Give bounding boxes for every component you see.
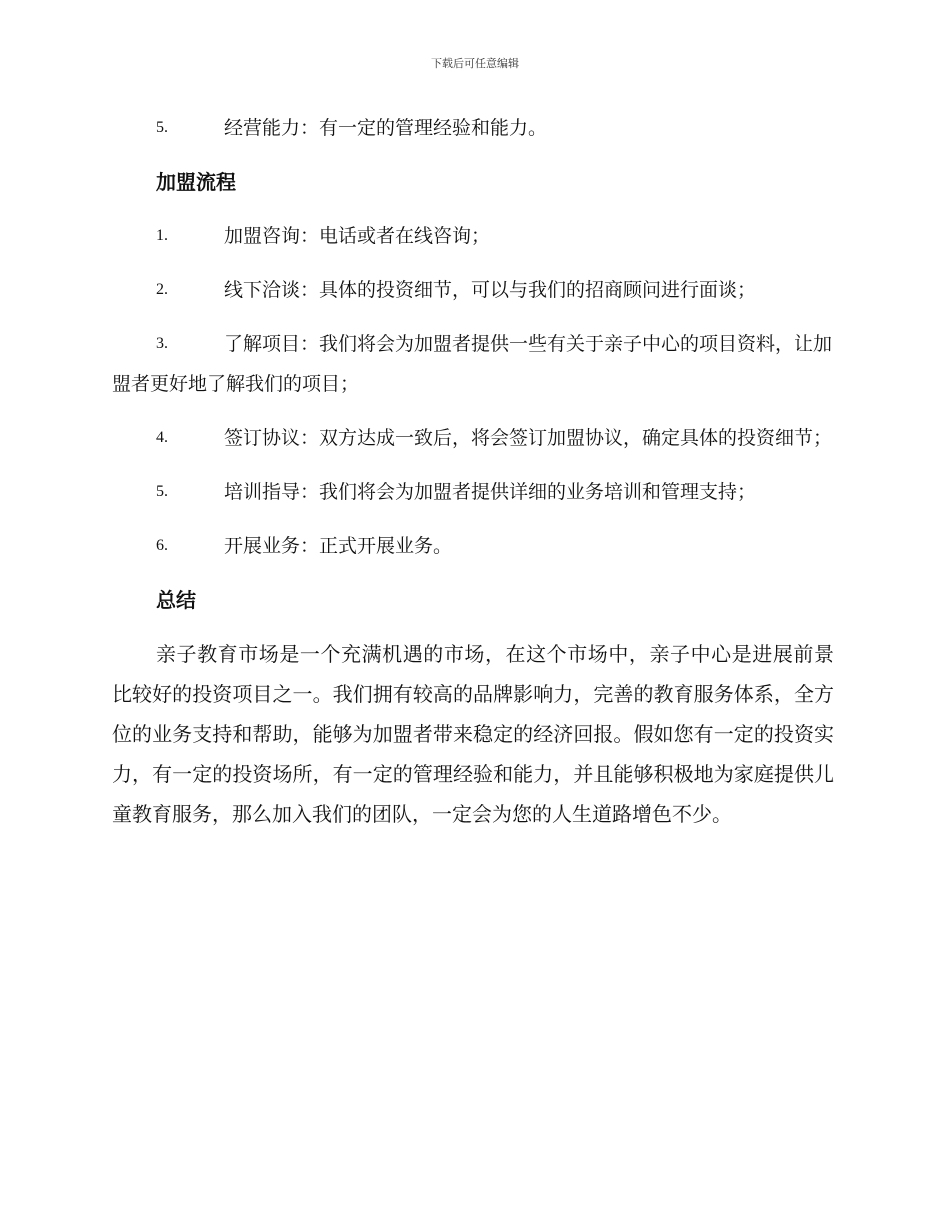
process-step-5 xyxy=(112,472,834,512)
process-step-4 xyxy=(112,418,834,458)
step-number: 3. xyxy=(156,335,168,352)
summary-paragraph: 亲子教育市场是一个充满机遇的市场，在这个市场中，亲子中心是进展前景比较好的投资项目之一。我们拥有较高的品牌影响力，完善的教育服务体系，全方位的业务支持和帮助，能够为加盟者带来稳定的经济回报。假如您有一定的投资实力，有一定的投资场所，有一定的管理经验和能力，并且能够积极地为家庭提供儿童教育服务，那么加入我们的团队，一定会为您的人生道路增色不少。 xyxy=(112,642,834,826)
process-step-6 xyxy=(112,526,834,566)
process-step-1 xyxy=(112,216,834,256)
step-number: 6. xyxy=(156,537,168,554)
step-text: 加盟咨询：电话或者在线咨询； xyxy=(224,225,491,247)
page-header-note: 下载后可任意编辑 xyxy=(431,57,519,70)
section-heading-process: 加盟流程 xyxy=(156,170,236,194)
list-item-text: 经营能力：有一定的管理经验和能力。 xyxy=(224,117,548,139)
step-text: 线下洽谈：具体的投资细节，可以与我们的招商顾问进行面谈； xyxy=(224,279,757,301)
step-number: 2. xyxy=(156,281,168,298)
step-number: 4. xyxy=(156,429,168,446)
document-body xyxy=(112,108,834,834)
step-text: 培训指导：我们将会为加盟者提供详细的业务培训和管理支持； xyxy=(224,481,757,503)
step-text: 签订协议：双方达成一致后，将会签订加盟协议，确定具体的投资细节； xyxy=(224,427,833,449)
step-number: 1. xyxy=(156,227,168,244)
list-item-number: 5. xyxy=(156,119,168,136)
process-step-3 xyxy=(112,324,834,404)
process-step-2 xyxy=(112,270,834,310)
step-text: 开展业务：正式开展业务。 xyxy=(224,535,453,557)
step-number: 5. xyxy=(156,483,168,500)
section-heading-summary: 总结 xyxy=(156,588,196,612)
list-item-operating-ability xyxy=(112,108,834,148)
step-text: 了解项目：我们将会为加盟者提供一些有关于亲子中心的项目资料，让加盟者更好地了解我们的项目； xyxy=(112,333,833,395)
